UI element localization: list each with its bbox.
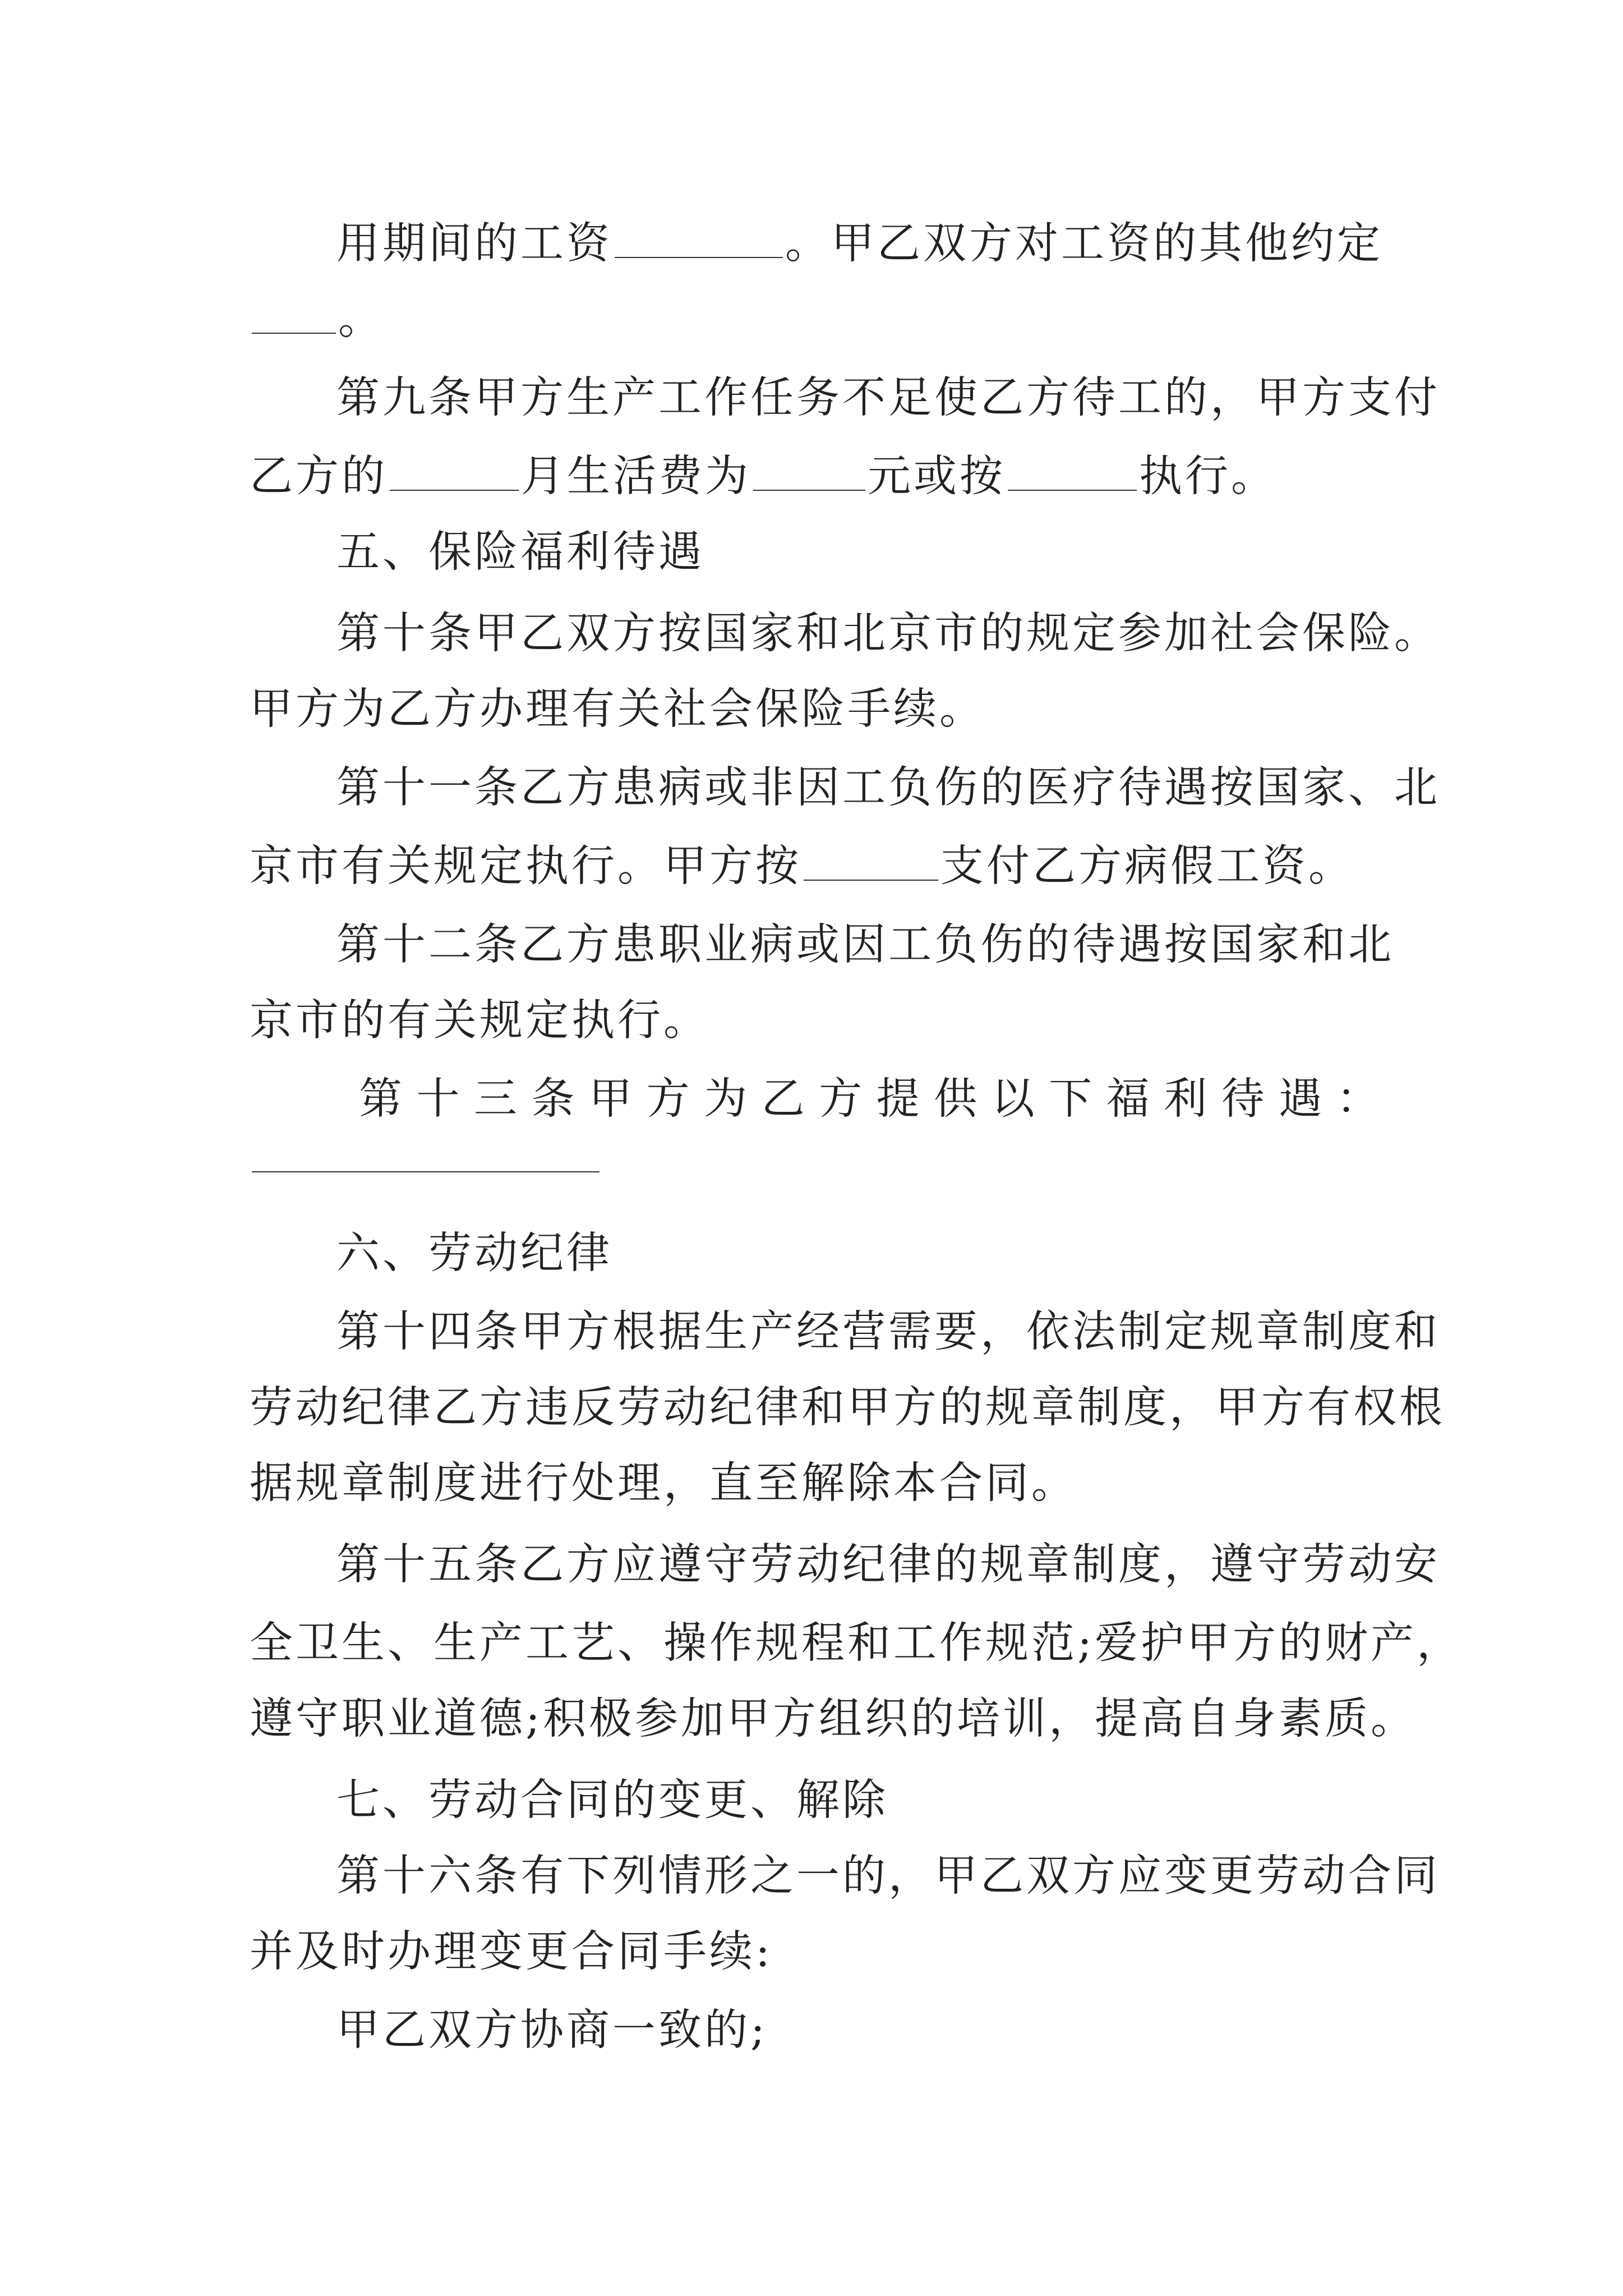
text-segment: 并及时办理变更合同手续: <box>250 1927 773 1977</box>
text-char: 第 <box>359 1074 402 1124</box>
text-line <box>336 1537 1440 1593</box>
text-segment: 甲乙双方协商一致的; <box>336 2005 768 2055</box>
text-segment: 第十四条甲方根据生产经营需要，依法制定规章制度和 <box>336 1307 1440 1357</box>
text-line <box>336 1226 1377 1282</box>
text-char: 提 <box>876 1074 920 1124</box>
text-segment: 乙方的 <box>250 452 388 501</box>
text-line <box>250 292 1377 348</box>
text-char: 以 <box>991 1074 1035 1124</box>
text-line <box>336 1773 1377 1829</box>
text-line <box>336 524 1377 581</box>
text-segment: 劳动纪律乙方违反劳动纪律和甲方的规章制度，甲方有权根 <box>250 1383 1445 1433</box>
text-line <box>250 839 1377 895</box>
text-segment: 第十二条乙方患职业病或因工负伤的待遇按国家和北 <box>336 920 1394 970</box>
text-char: 条 <box>531 1074 575 1124</box>
text-line <box>336 2003 1377 2059</box>
text-line <box>336 760 1440 816</box>
fill-in-blank[interactable] <box>1008 450 1137 491</box>
text-segment: 第十六条有下列情形之一的，甲乙双方应变更劳动合同 <box>336 1851 1440 1901</box>
text-line <box>250 1380 1445 1436</box>
fill-in-blank[interactable] <box>804 840 938 881</box>
text-char: 方 <box>646 1074 690 1124</box>
text-line <box>336 1304 1440 1360</box>
text-segment: 。 <box>338 295 384 344</box>
fill-in-blank[interactable] <box>390 450 519 491</box>
text-segment: 全卫生、生产工艺、操作规程和工作规范;爱护甲方的财产， <box>250 1618 1463 1668</box>
text-char: 为 <box>704 1074 748 1124</box>
text-segment: 甲方为乙方办理有关社会保险手续。 <box>250 684 985 734</box>
fill-in-blank[interactable] <box>252 1132 600 1172</box>
text-segment: 京市的有关规定执行。 <box>250 996 709 1046</box>
text-segment: 月生活费为 <box>521 452 751 501</box>
text-char: 三 <box>474 1074 518 1124</box>
text-segment: 第十五条乙方应遵守劳动纪律的规章制度，遵守劳动安 <box>336 1540 1440 1590</box>
text-line <box>250 1130 1377 1186</box>
text-segment: 据规章制度进行处理，直至解除本合同。 <box>250 1458 1077 1508</box>
fill-in-blank[interactable] <box>753 450 865 491</box>
text-segment: 第十一条乙方患病或非因工负伤的医疗待遇按国家、北 <box>336 763 1440 813</box>
text-line <box>250 1456 1377 1512</box>
text-segment: 第九条甲方生产工作任务不足使乙方待工的，甲方支付 <box>336 373 1440 423</box>
text-line <box>250 682 1377 738</box>
text-segment: 五、保险福利待遇 <box>336 527 704 577</box>
text-segment: 七、劳动合同的变更、解除 <box>336 1775 888 1825</box>
text-line <box>250 1691 1417 1747</box>
text-segment: 元或按 <box>868 452 1006 501</box>
text-char: 供 <box>934 1074 978 1124</box>
text-segment: 六、劳动纪律 <box>336 1228 612 1278</box>
text-segment: 。甲乙双方对工资的其他约定 <box>785 219 1383 269</box>
text-segment: 京市有关规定执行。甲方按 <box>250 841 801 891</box>
text-line <box>250 1924 1377 1980</box>
text-line-justified <box>359 1071 1380 1128</box>
text-char: 下 <box>1049 1074 1092 1124</box>
text-line <box>250 1616 1463 1672</box>
text-char: 方 <box>819 1074 863 1124</box>
text-char: 利 <box>1164 1074 1207 1124</box>
text-char: 遇 <box>1279 1074 1322 1124</box>
text-char: 甲 <box>589 1074 633 1124</box>
text-char: 福 <box>1106 1074 1150 1124</box>
text-char: 十 <box>416 1074 460 1124</box>
text-char: ： <box>1336 1074 1380 1124</box>
text-line <box>336 370 1440 426</box>
text-segment: 用期间的工资 <box>336 219 612 269</box>
text-line <box>336 1848 1440 1904</box>
fill-in-blank[interactable] <box>252 293 336 334</box>
text-segment: 第十条甲乙双方按国家和北京市的规定参加社会保险。 <box>336 609 1440 659</box>
text-line <box>336 216 1383 272</box>
text-segment: 遵守职业道德;积极参加甲方组织的培训，提高自身素质。 <box>250 1694 1417 1744</box>
text-char: 乙 <box>761 1074 805 1124</box>
text-line <box>250 449 1377 505</box>
text-line <box>250 993 1377 1049</box>
text-char: 待 <box>1221 1074 1265 1124</box>
fill-in-blank[interactable] <box>615 218 783 258</box>
text-segment: 执行。 <box>1139 452 1277 501</box>
text-segment: 支付乙方病假工资。 <box>940 841 1354 891</box>
text-line <box>336 917 1394 973</box>
text-line <box>336 606 1440 662</box>
